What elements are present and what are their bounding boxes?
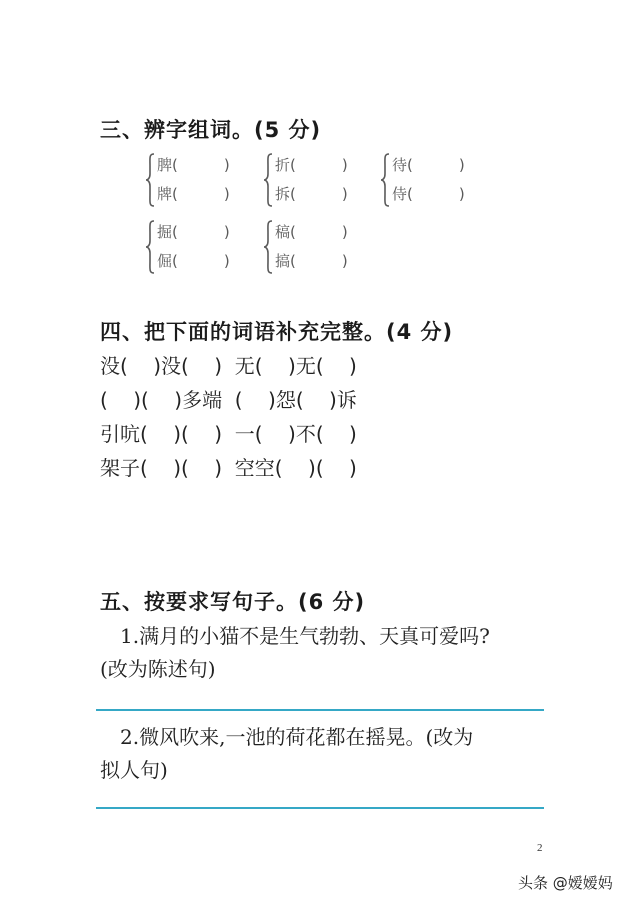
group3-top-close: )	[458, 156, 465, 174]
group4-bottom-close: )	[223, 252, 230, 270]
group4-top-char: 掘(	[157, 223, 178, 241]
bracket-group-3	[380, 152, 490, 208]
question-2-line-1: 2.微风吹来,一池的荷花都在摇晃。(改为	[120, 725, 474, 749]
brace-icon	[263, 219, 273, 275]
group1-bottom-char: 牌(	[157, 185, 178, 203]
group1-bottom-close: )	[223, 185, 230, 203]
section3-heading: 三、辨字组词。(5 分)	[100, 118, 322, 142]
brace-icon	[145, 219, 155, 275]
brace-icon	[263, 152, 273, 208]
idiom-row-1: 没( )没( ) 无( )无( )	[100, 354, 357, 378]
section4-heading: 四、把下面的词语补充完整。(4 分)	[100, 320, 454, 344]
group2-top-char: 折(	[275, 156, 296, 174]
answer-line-2[interactable]	[96, 807, 544, 809]
answer-line-1[interactable]	[96, 709, 544, 711]
group4-top-close: )	[223, 223, 230, 241]
idiom-row-4: 架子( )( ) 空空( )( )	[100, 456, 357, 480]
group1-top-close: )	[223, 156, 230, 174]
group2-bottom-char: 拆(	[275, 185, 296, 203]
group5-top-char: 稿(	[275, 223, 296, 241]
question-2-line-2: 拟人句)	[100, 758, 168, 782]
group3-top-char: 待(	[392, 156, 413, 174]
group2-bottom-close: )	[341, 185, 348, 203]
group5-top-close: )	[341, 223, 348, 241]
bracket-group-4	[145, 219, 255, 275]
bracket-group-2	[263, 152, 373, 208]
question-1-line-2: (改为陈述句)	[100, 657, 216, 681]
group5-bottom-char: 搞(	[275, 252, 296, 270]
question-1-line-1: 1.满月的小猫不是生气勃勃、天真可爱吗?	[120, 624, 490, 648]
watermark: 头条 @嫒嫒妈	[518, 874, 613, 892]
bracket-group-5	[263, 219, 373, 275]
group3-bottom-close: )	[458, 185, 465, 203]
brace-icon	[380, 152, 390, 208]
idiom-row-2: ( )( )多端 ( )怨( )诉	[100, 388, 357, 412]
group5-bottom-close: )	[341, 252, 348, 270]
group4-bottom-char: 倔(	[157, 252, 178, 270]
idiom-row-3: 引吭( )( ) 一( )不( )	[100, 422, 357, 446]
group3-bottom-char: 侍(	[392, 185, 413, 203]
bracket-group-1	[145, 152, 255, 208]
group1-top-char: 脾(	[157, 156, 178, 174]
section5-heading: 五、按要求写句子。(6 分)	[100, 590, 366, 614]
page-number: 2	[537, 842, 543, 854]
brace-icon	[145, 152, 155, 208]
group2-top-close: )	[341, 156, 348, 174]
